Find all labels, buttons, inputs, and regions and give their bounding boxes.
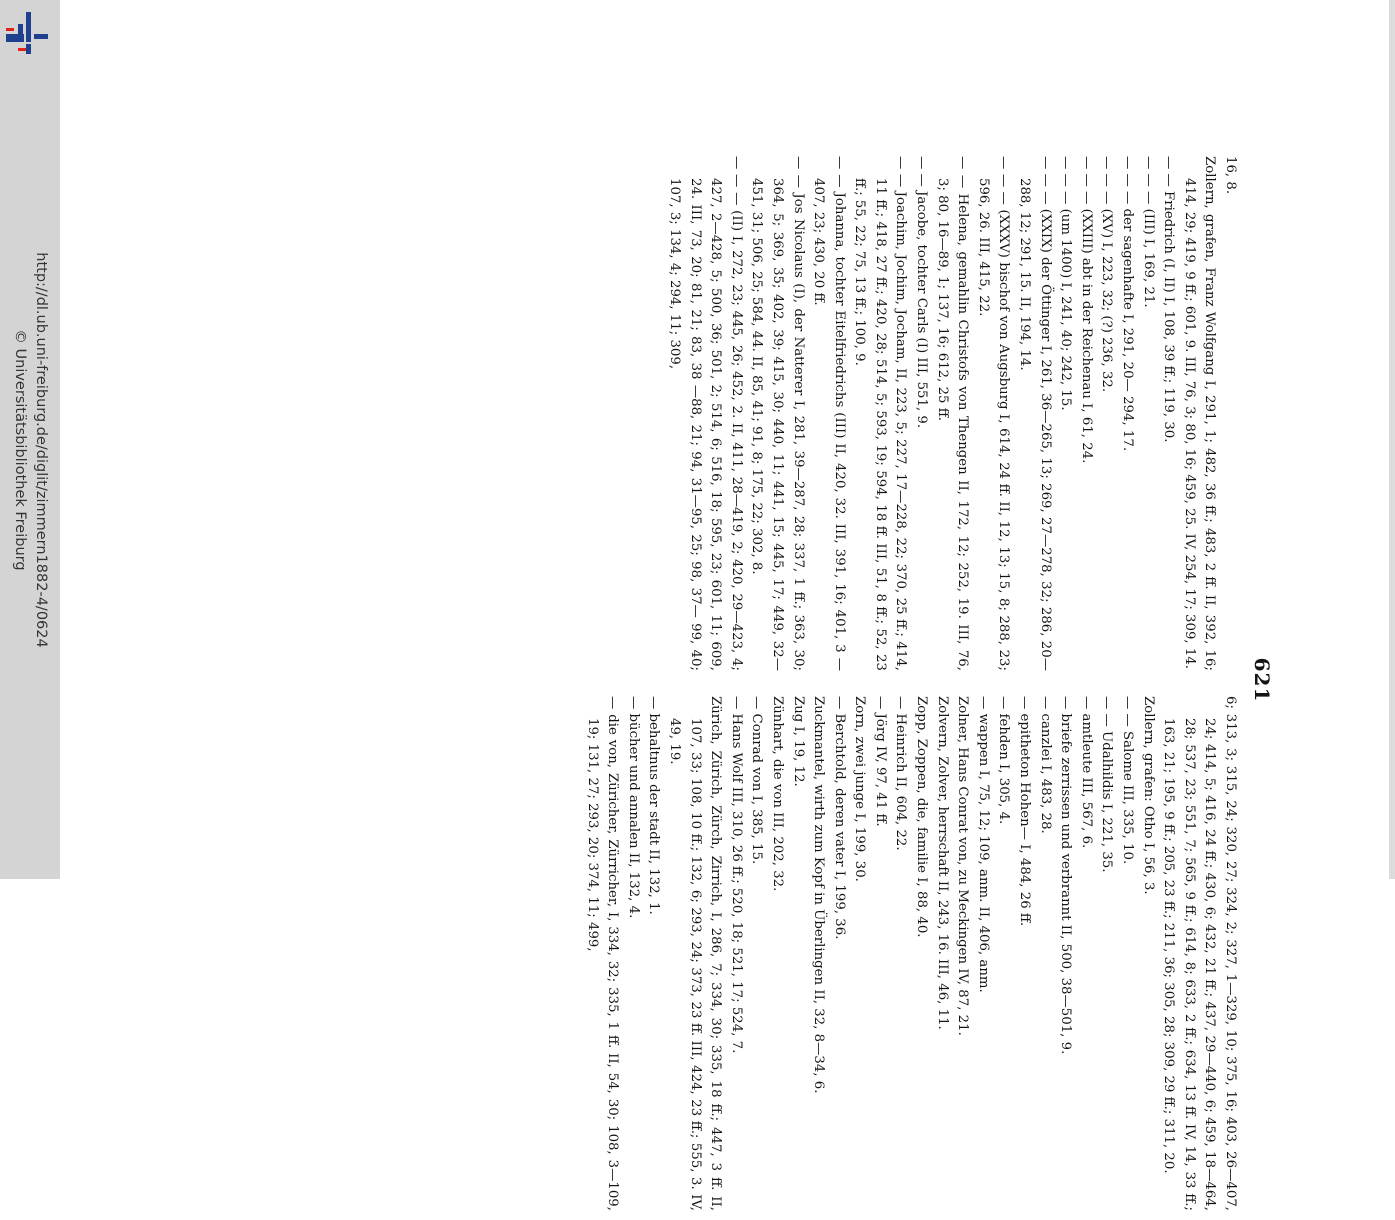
scrollbar[interactable] <box>1389 0 1395 879</box>
index-entry: — — Jacobe, tochter Carls (I) III, 551, 9. <box>914 156 930 429</box>
index-entry: — — Johanna, tochter Eitelfriedrichs (III) II, 420, 32. III, 391, 16; 401, 3 —407, 23; 430, 20 ff. <box>811 156 847 671</box>
index-entry: — behaltnus der stadt II, 132, 1. <box>646 696 662 915</box>
index-entry: — Berchtold, deren vater I, 199, 36. <box>831 696 847 940</box>
index-entry: — — Udalhildis I, 221, 35. <box>1099 696 1115 873</box>
index-entry: — bücher und annalen II, 132, 4. <box>625 696 641 919</box>
index-entry: — — — (II) I, 272, 23; 445, 26; 452, 2. II, 411, 28—419, 2; 420, 29—423, 4; 427, 2—428, 5; 500, 36; 501, 2; 514, 6; 516, 18; 595, 23; 601, 11; 609, 24. III, 73, 20; 81, 21; 83, 38 —88, 21; 94, 31—95, 25; 98, 37— 99, 40; 107, 3; 134, 4; 294, 11; 309, <box>666 156 744 671</box>
index-entry: — Hans Wolf III, 310, 26 ff.; 520, 18; 521, 17; 524, 7. <box>728 696 744 1054</box>
index-entry: — die von, Züricher, Zürricher, I, 334, 32; 335, 1 ff. II, 54, 30; 108, 3—109, 19; 131, 27; 293, 20; 374, 11; 499, <box>584 696 621 1211</box>
index-entry: — — — (XV) I, 223, 32; (?) 236, 32. <box>1099 156 1115 393</box>
permalink-url[interactable]: http://dl.ub.uni-freiburg.de/diglit/zimmern1882-4/0624 <box>33 252 49 648</box>
index-entry: Zolner, Hans Conrat von, zu Meckingen IV, 87, 21. <box>955 696 971 1036</box>
index-entry: — amtleute III, 567, 6. <box>1078 696 1094 849</box>
index-entry: — — Salome III, 335, 10. <box>1120 696 1136 865</box>
index-entry: Zolvern, Zolver, herrschaft II, 243, 16. III, 46, 11. <box>934 696 950 1030</box>
index-entry: — — — der sagenhafte I, 291, 20— 294, 17. <box>1120 156 1136 452</box>
viewer-sidebar <box>0 0 60 879</box>
index-entry: — — Jos Nicolaus (I), der Natterer I, 281, 39—287, 28; 337, 1 ff.; 363, 30; 364, 5; 369, 35; 402, 39; 415, 30; 440, 11; 441, 15; 445, 17; 449, 32— 451, 31; 506, 25; 584, 44. II, 85, 41; 91, 8; 175, 22; 302, 8. <box>749 156 806 671</box>
index-entry: Zug I, 19, 12. <box>790 696 806 787</box>
index-entry: — canzlei I, 483, 28. <box>1037 696 1053 834</box>
right-column <box>584 696 1240 1211</box>
index-entry: — — — (XXIII) abt in der Reichenau I, 61, 24. <box>1078 156 1094 464</box>
scanned-index-page <box>200 140 1280 1211</box>
index-entry: — — — (um 1400) I, 241, 40; 242, 15. <box>1058 156 1074 411</box>
index-entry: — fehden I, 305, 4. <box>996 696 1012 825</box>
left-column <box>660 156 1240 671</box>
index-entry: — — — (XXIX) der Öttinger I, 261, 36—265, 13; 269, 27—278, 32; 286, 20—288, 12; 291, 15. II, 194, 14. <box>1017 156 1053 671</box>
index-entry: Zuckmantel, wirth zum Kopf in Überlingen II, 32, 8—34, 6. <box>811 696 827 1094</box>
index-entry: — Jörg IV, 97, 41 ff. <box>872 696 888 827</box>
index-entry: — Conrad von I, 385, 15. <box>749 696 765 865</box>
page-number: 621 <box>1250 657 1274 703</box>
index-entry: 6; 313, 3; 315, 24; 320, 27; 324, 2; 327, 1—329, 10; 375, 16; 403, 26—407, 24; 414, 5; 416, 24 ff.; 430, 6; 432, 21 ff.; 437, 29—440, 6; 459, 18—464, 28; 537, 23; 551, 7; 565, 9 ff.; 614, 8; 633, 2 ff.; 634, 13 ff. IV, 14, 33 ff.; 163, 21; 195, 9 ff.; 205, 23 ff.; 211, 36; 305, 28; 309, 29 ff.; 311, 20. <box>1161 696 1238 1211</box>
index-entry: Zollern, grafen: Otho I, 56, 3. <box>1140 696 1156 895</box>
index-entry: — Heinrich II, 604, 22. <box>893 696 909 851</box>
index-entry: — wappen I, 75, 12; 109, anm. II, 406, anm. <box>975 696 991 993</box>
copyright-notice: © Universitätsbibliothek Freiburg <box>12 329 28 571</box>
index-entry: Zopp, Zoppen, die, familie I, 88, 40. <box>914 696 930 938</box>
index-entry: — — Friedrich (I, II) I, 108, 39 ff.; 119, 30. <box>1161 156 1177 443</box>
index-entry: — — — (XXXV) bischof von Augsburg I, 614, 24 ff. II, 12, 13; 15, 8; 288, 23; 596, 26. III, 415, 22. <box>975 156 1012 671</box>
sidebar-caption <box>9 252 51 647</box>
index-entry: — — — (III) I, 169, 21. <box>1140 156 1156 308</box>
index-entry: — — Helena, gemahlin Christofs von Thengen II, 172, 12; 252, 19. III, 76, 3; 80, 16—89, 1; 137, 16; 612, 25 ff. <box>934 156 971 671</box>
library-logo-icon[interactable] <box>4 10 50 56</box>
index-entry: Zünhart, die von III, 202, 32. <box>769 696 785 892</box>
index-entry: — briefe zerrissen und verbrannt II, 500, 38—501, 9. <box>1058 696 1074 1055</box>
index-entry: Zorn, zwei junge I, 199, 30. <box>852 696 868 882</box>
index-entry: Zürich, Zürich, Zürch, Zirrich, I, 286, 7; 334, 30; 335, 18 ff.; 447, 3 ff. II, 107, 33; 108, 10 ff.; 132, 6; 293, 24; 373, 23 ff. III, 424, 23 ff.; 555, 3. IV, 49, 19. <box>666 696 724 1211</box>
index-entry: Zollern, grafen, Franz Wolfgang I, 291, 1; 482, 36 ff.; 483, 2 ff. II, 392, 16; 414, 29; 419, 9 ff.; 601, 9. III, 76, 3; 80, 16; 459, 25. IV, 254, 17; 309, 14. <box>1181 156 1218 671</box>
index-entry: 16, 8. <box>1223 156 1238 195</box>
index-entry: — — Joachim, Jochim, Jocham, II, 223, 5; 227, 17—228, 22; 370, 25 ff.; 414, 11 ff.; 418, 27 ff.; 420, 28; 514, 5; 593, 19; 594, 18 ff. III, 51, 8 ff.; 52, 23 ff.; 55, 22; 75, 13 ff.; 100, 9. <box>852 156 909 671</box>
index-entry: — epitheton Hohen— I, 484, 26 ff. <box>1017 696 1033 927</box>
